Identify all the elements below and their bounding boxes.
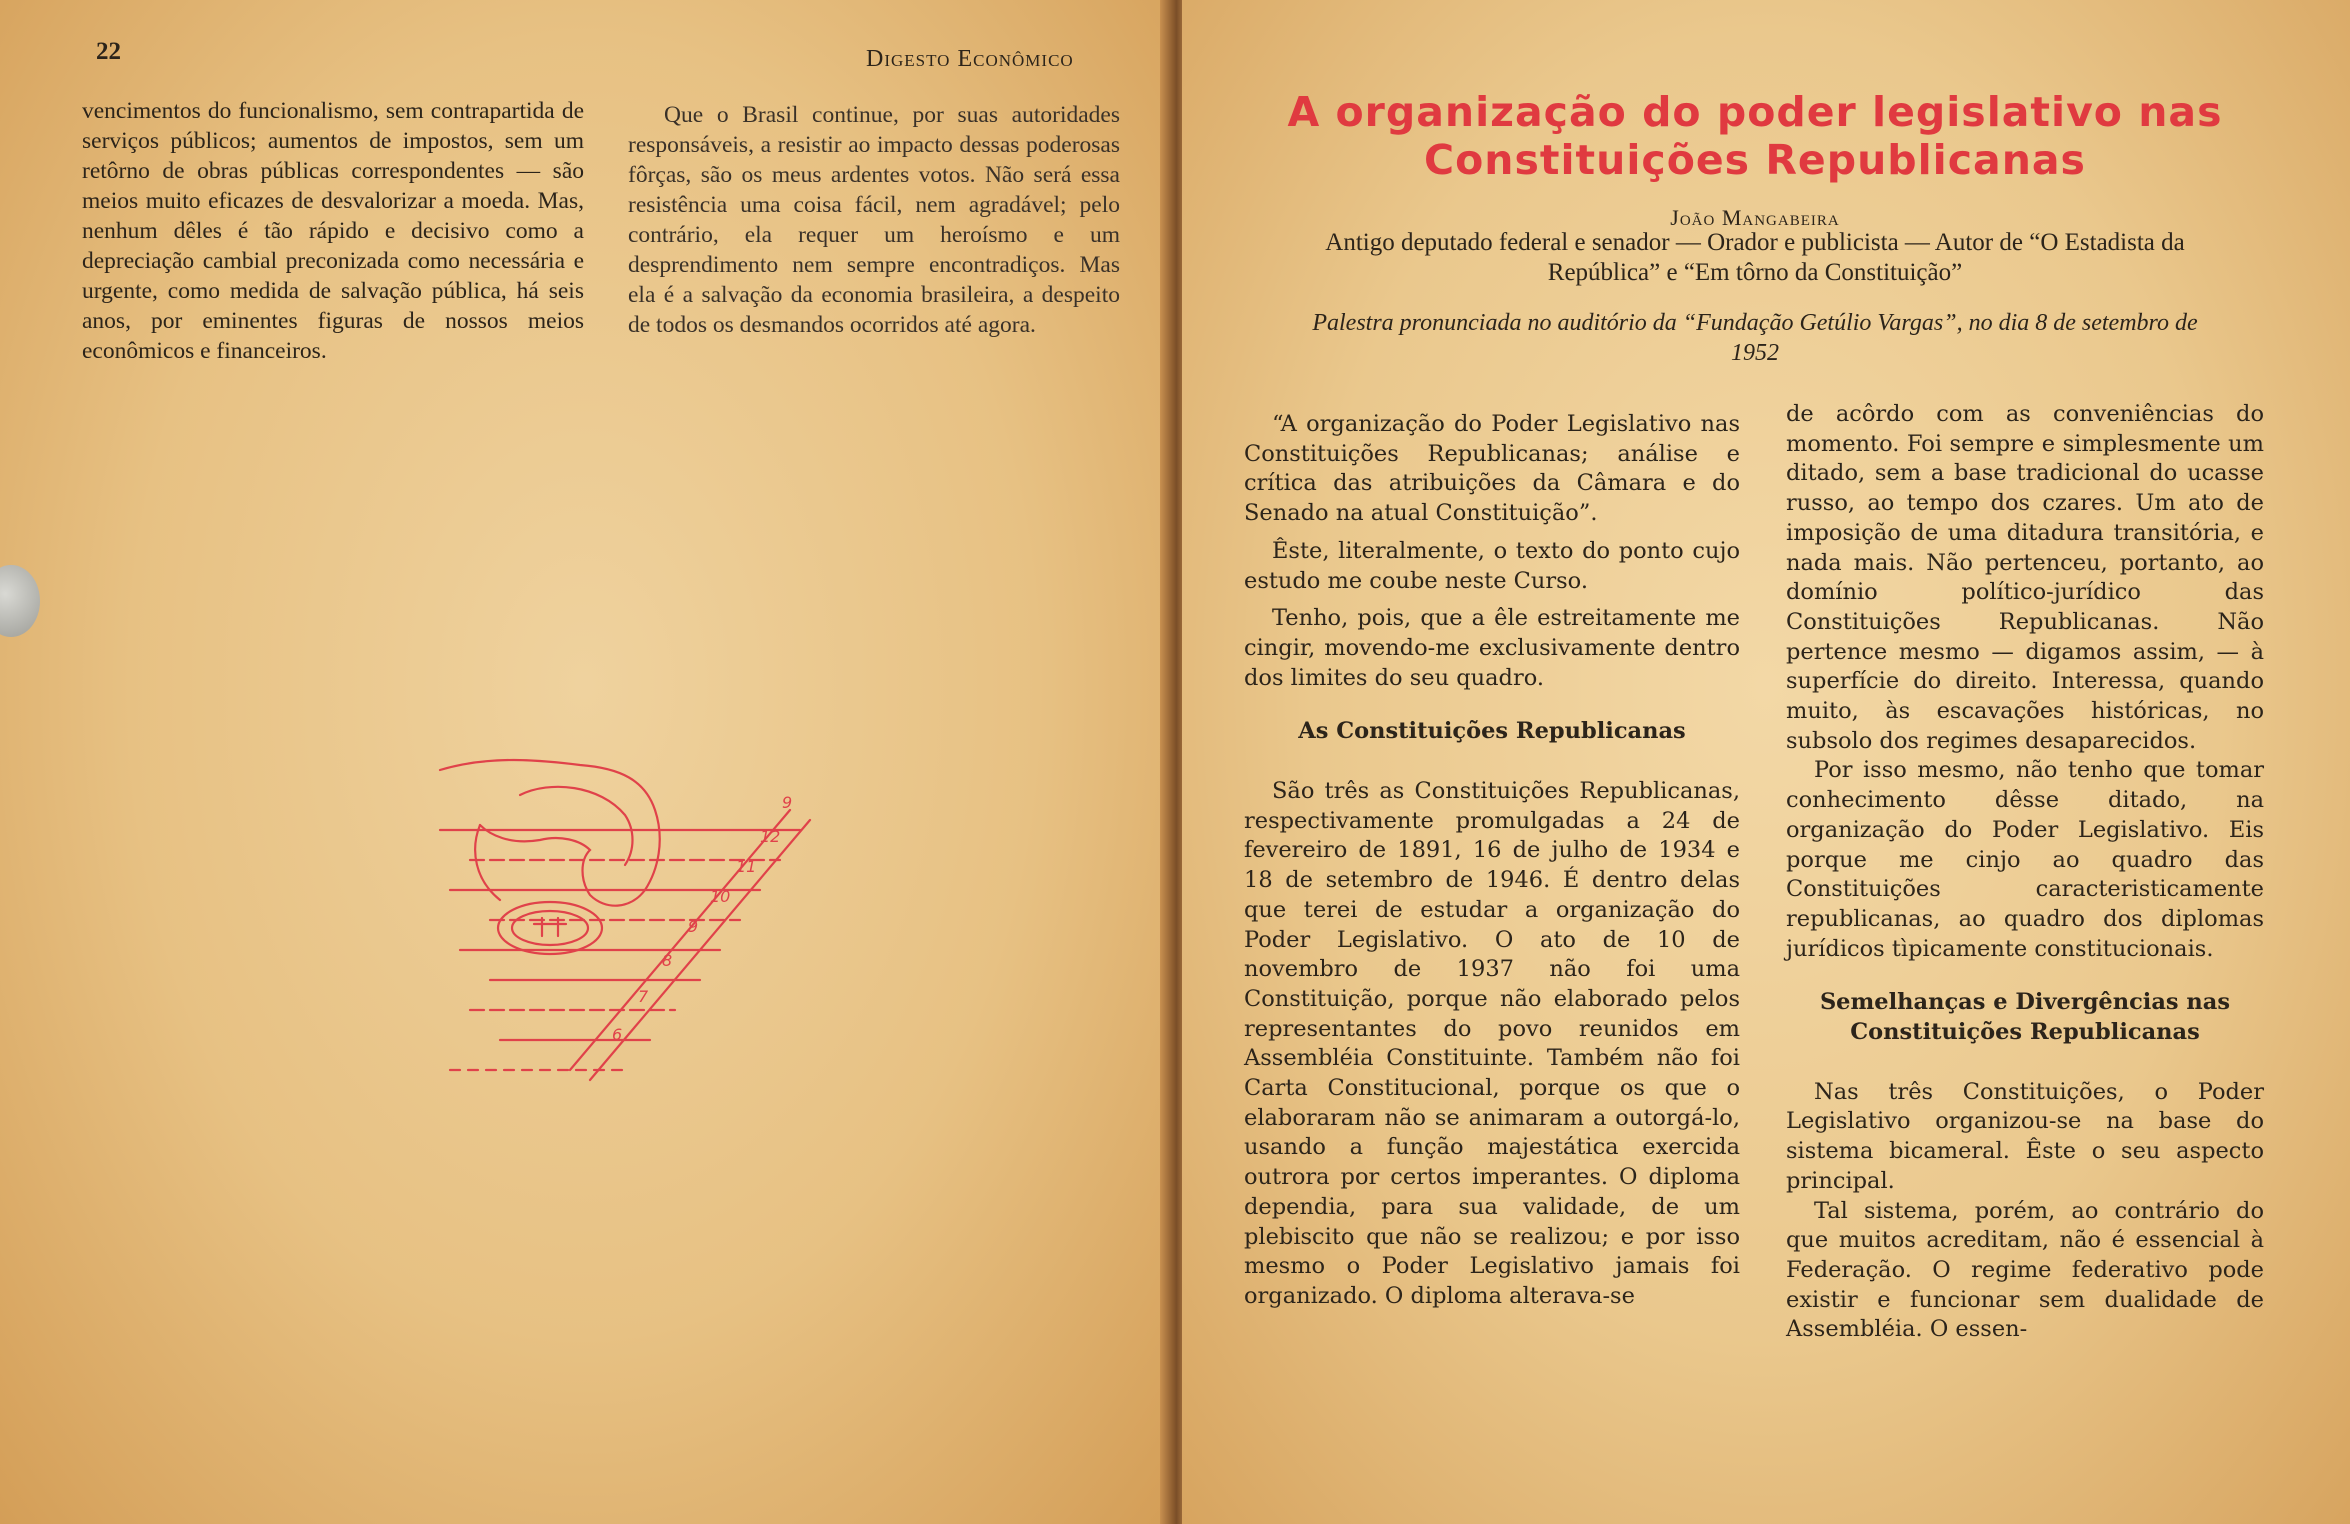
hand-coin-ruler-illustration bbox=[430, 740, 830, 1100]
author-bio: Antigo deputado federal e senador — Orador e publicista — Autor de “O Estadista da República” e “Em tôrno da Constituição” bbox=[1325, 229, 2185, 286]
section-heading: As Constituições Republicanas bbox=[1298, 718, 1686, 745]
ruler-mark: 6 bbox=[612, 1025, 623, 1044]
hand-outline bbox=[440, 760, 660, 906]
hand-finger bbox=[520, 787, 633, 865]
right-column-2 bbox=[1786, 400, 2264, 1345]
ruler-mark: 11 bbox=[736, 857, 757, 876]
paragraph: de acôrdo com as conveniências do momento. Foi sempre e simplesmente um ditado, sem a base tradicional do ucasse russo, ao tempo dos czares. Um ato de imposição de uma ditadura transitória, e nada mais. Não pertenceu, portanto, ao domínio político-jurídico das Constituições Republicanas. Não pertence mesmo — digamos assim, — à superfície do direito. Interessa, quando muito, às escavações históricas, no subsolo dos regimes desaparecidos. bbox=[1786, 401, 2264, 754]
binding-hole bbox=[0, 565, 40, 637]
ruler-mark: 7 bbox=[638, 987, 649, 1006]
paragraph: Por isso mesmo, não tenho que tomar conhecimento dêsse ditado, na organização do Poder Legislativo. Eis porque me cinjo ao quadro das Constituições caracteristicamente republicanas, ao quadro dos diplomas jurídicos tìpicamente constitucionais. bbox=[1786, 757, 2264, 962]
article-title: A organização do poder legislativo nas Constituições Republicanas bbox=[1287, 88, 2223, 184]
ruler-mark: 9 bbox=[782, 793, 793, 812]
left-column-2 bbox=[628, 100, 1120, 340]
left-column-1 bbox=[82, 96, 584, 366]
paragraph: Êste, literalmente, o texto do ponto cujo estudo me coube neste Curso. bbox=[1244, 537, 1740, 594]
running-head: Digesto Econômico bbox=[866, 46, 1074, 72]
paragraph: Tenho, pois, que a êle estreitamente me cingir, movendo-me exclusivamente dentro dos limites do seu quadro. bbox=[1244, 605, 1740, 691]
paragraph: São três as Constituições Republicanas, respectivamente promulgadas a 24 de fevereiro de 1891, 16 de julho de 1934 e 18 de setembro de 1946. É dentro delas que terei de estudar a organização do Poder Legislativo. O ato de 10 de novembro de 1937 não foi uma Constituição, porque não elaborado pelos representantes do povo reunidos em Assembléia Constituinte. Também não foi Carta Constitucional, porque os que o elaboraram não se animaram a outorgá-lo, usando a função majestática exercida outrora por certos imperantes. O diploma dependia, para sua validade, de um plebiscito que não se realizou; e por isso mesmo o Poder Legislativo jamais foi organizado. O diploma alterava-se bbox=[1244, 778, 1740, 1309]
ruler-mark: 9 bbox=[688, 917, 699, 936]
lecture-note: Palestra pronunciada no auditório da “Fundação Getúlio Vargas”, no dia 8 de setembro de 1952 bbox=[1312, 310, 2198, 366]
left-column-1-text: vencimentos do funcionalismo, sem contrapartida de serviços públicos; aumentos de impostos, sem um retôrno de obras públicas correspondentes — são meios muito eficazes de desvalorizar a moeda. Mas, nenhum dêles é tão rápido e decisivo como a depreciação cambial preconizada como necessária e urgente, como medida de salvação pública, há seis anos, por eminentes figuras de nossos meios econômicos e financeiros. bbox=[82, 98, 584, 364]
coin bbox=[498, 902, 602, 954]
section-heading: Semelhanças e Divergências nas Constituições Republicanas bbox=[1819, 989, 2231, 1046]
author-name: João Mangabeira bbox=[1670, 205, 1840, 230]
paragraph: Tal sistema, porém, ao contrário do que muitos acreditam, não é essencial à Federação. O regime federativo pode existir e funcionar sem dualidade de Assembléia. O essen- bbox=[1786, 1197, 2264, 1343]
page-number: 22 bbox=[96, 38, 121, 65]
ruler-mark: 8 bbox=[662, 951, 673, 970]
ruler-mark: 10 bbox=[710, 887, 731, 906]
ruler-mark: 12 bbox=[760, 827, 781, 846]
left-column-2-text: Que o Brasil continue, por suas autoridades responsáveis, a resistir ao impacto dessas poderosas fôrças, são os meus ardentes votos. Não será essa resistência uma coisa fácil, nem agradável; pelo contrário, ela requer um heroísmo e um desprendimento nem sempre encontradiços. Mas ela é a salvação da economia brasileira, a despeito de todos os desmandos ocorridos até agora. bbox=[628, 102, 1120, 338]
paragraph: “A organização do Poder Legislativo nas Constituições Republicanas; análise e crítica das atribuições da Câmara e do Senado na atual Constituição”. bbox=[1244, 411, 1740, 527]
left-page bbox=[0, 0, 1168, 1524]
paragraph: Nas três Constituições, o Poder Legislativo organizou-se na base do sistema bicameral. Êste o seu aspecto principal. bbox=[1786, 1078, 2264, 1194]
right-column-1 bbox=[1244, 410, 1740, 1312]
coin-inner bbox=[512, 911, 588, 945]
ruler-edge-inner bbox=[570, 810, 790, 1070]
